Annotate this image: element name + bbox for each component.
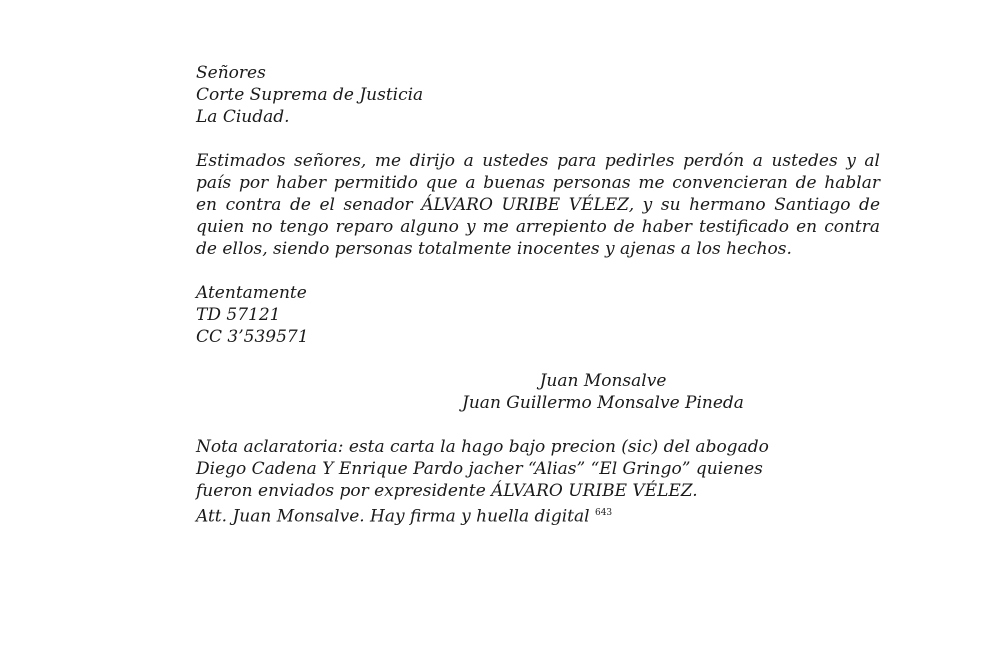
signature-full-name: Juan Guillermo Monsalve Pineda [462,393,744,413]
note-line: fueron enviados por expresidente ÁLVARO URIBE VÉLEZ. [196,481,698,501]
id-number-td: TD 57121 [196,305,281,325]
addressee-line: Corte Suprema de Justicia [196,85,424,105]
closing-line: Atentamente [196,283,307,303]
note-line-last [196,502,896,528]
id-number-cc: CC 3’539571 [196,327,309,347]
clarification-note [196,436,896,528]
addressee-line: Señores [196,63,266,83]
signature-block [196,370,880,414]
footnote-number: 643 [594,508,613,518]
addressee-block [196,62,896,128]
note-line: Nota aclaratoria: esta carta la hago bajo precion (sic) del abogado [196,437,769,457]
note-line: Diego Cadena Y Enrique Pardo jacher “Alias” “El Gringo” quienes [196,459,763,479]
addressee-line: La Ciudad. [196,107,290,127]
note-line-text: Att. Juan Monsalve. Hay firma y huella digital [196,506,590,527]
signature-short-name: Juan Monsalve [539,371,667,391]
letter-body: Estimados señores, me dirijo a ustedes para pedirles perdón a ustedes y al país por haber permitido que a buenas personas me convencieran de hablar en contra de el senador ÁLVARO URIBE VÉLEZ, y su hermano Santiago de quien no tengo reparo alguno y me arrepiento de haber testificado en contra de ellos, siendo personas totalmente inocentes y ajenas a los hechos. [196,151,880,259]
letter [196,62,896,528]
closing-block [196,282,896,348]
